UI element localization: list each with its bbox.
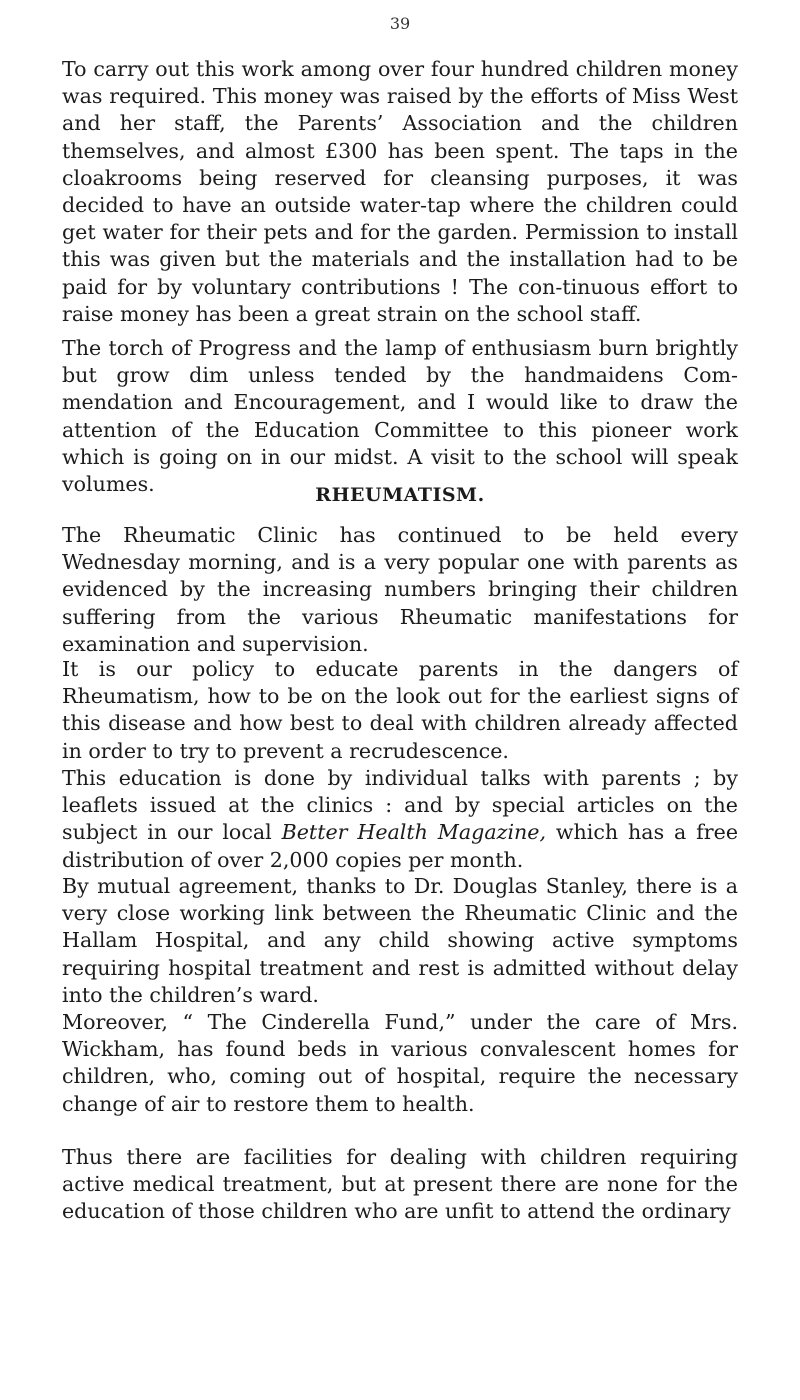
section-rheumatism	[62, 522, 738, 658]
section-policy	[62, 656, 738, 765]
paragraph-progress: The torch of Progress and the lamp of enthusiasm burn brightly but grow dim unless tended by the handmaidens Com-mendation and Encouragement, and I would like to draw the attention of the Education Committee to this pioneer work which is going on in our midst. A visit to the school will speak volumes.	[62, 336, 738, 497]
page-number: 39	[389, 14, 411, 33]
magazine-title: Better Health Magazine,	[281, 820, 547, 845]
paragraph-hospital-link: By mutual agreement, thanks to Dr. Douglas Stanley, there is a very close working link between the Rheumatic Clinic and the Hallam Hospital, and any child showing active symptoms requiring hospital treatment and rest is admitted without delay into the children’s ward.	[62, 874, 738, 1007]
paragraph-education	[62, 765, 738, 874]
section-education	[62, 765, 738, 874]
section-heading-rheumatism: RHEUMATISM.	[315, 484, 485, 506]
paragraph-funding: To carry out this work among over four hundred children money was required. This money was raised by the efforts of Miss West and her staff, the Parents’ Association and the children themselves, and almost £300 has been spent. The taps in the cloakrooms being reserved for cleansing purposes, it was decided to have an outside water-tap where the children could get water for their pets and for the garden. Permission to install this was given but the materials and the installation had to be paid for by voluntary contributions ! The con-tinuous effort to raise money has been a great strain on the school staff.	[62, 57, 738, 326]
section-hospital-link	[62, 873, 738, 1009]
paragraph-clinic: The Rheumatic Clinic has continued to be held every Wednesday morning, and is a very popular one with parents as evidenced by the increasing numbers bringing their children suffering from the various Rheumatic manifestations for examination and supervision.	[62, 523, 738, 656]
section-progress	[62, 335, 738, 498]
section-cinderella-fund	[62, 1009, 738, 1118]
paragraph-facilities: Thus there are facilities for dealing with children requiring active medical treatment, but at present there are none for the education of those children who are unfit to attend the ordinary	[62, 1145, 738, 1224]
section-facilities	[62, 1144, 738, 1226]
section-intro	[62, 56, 738, 328]
education-text-start: This education is done by individual talks with parents ; by leaflets issued at the clinics : and by special articles on the subject in our local	[62, 766, 738, 845]
education-text-end: which has a free distribution of over 2,000 copies per month.	[62, 820, 739, 872]
paragraph-cinderella-fund: Moreover, “ The Cinderella Fund,” under the care of Mrs. Wickham, has found beds in various convalescent homes for children, who, coming out of hospital, require the necessary change of air to restore them to health.	[62, 1010, 738, 1116]
paragraph-policy: It is our policy to educate parents in the dangers of Rheumatism, how to be on the look out for the earliest signs of this disease and how best to deal with children already affected in order to try to prevent a recrudescence.	[62, 657, 738, 763]
